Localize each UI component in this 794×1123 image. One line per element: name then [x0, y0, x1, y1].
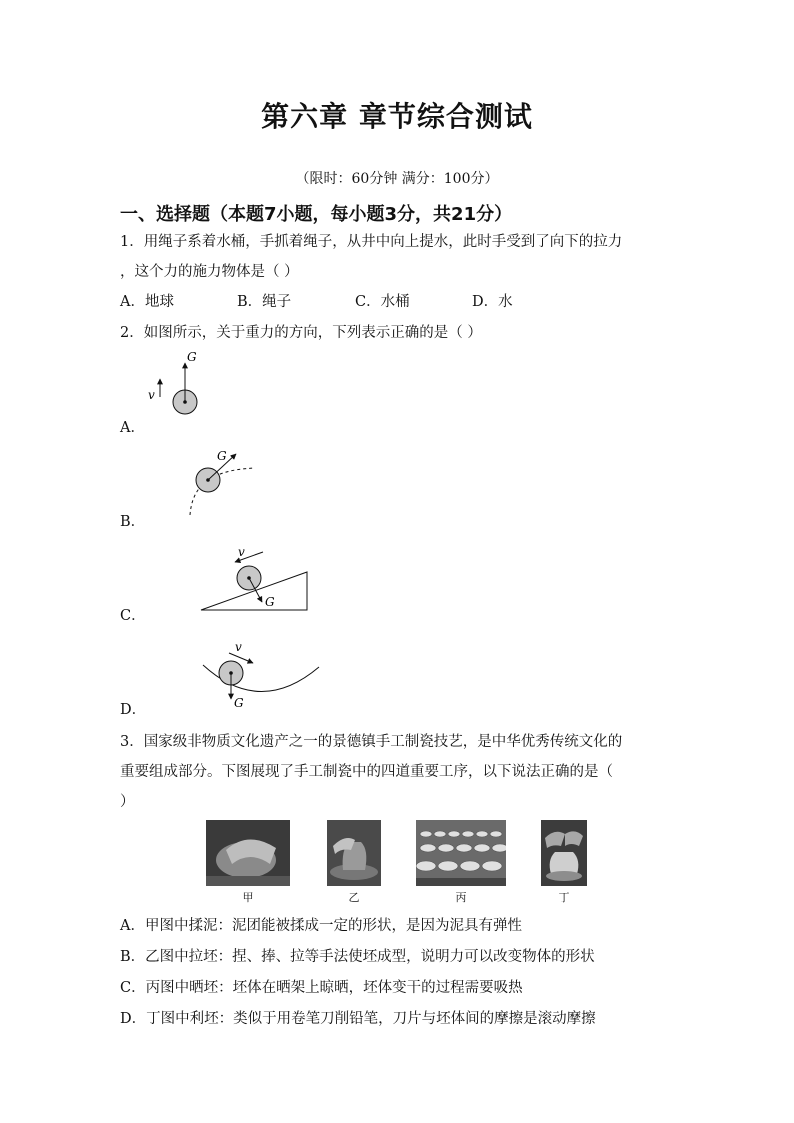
section-heading-choice: 一、选择题（本题7小题，每小题3分，共21分） [120, 204, 513, 225]
q3-option-d[interactable]: D．丁图中利坯：类似于用卷笔刀削铅笔，刀片与坯体间的摩擦是滚动摩擦 [120, 1011, 596, 1027]
photo-drying-racks [416, 820, 506, 886]
q2-figure-b [180, 440, 270, 520]
q2-d-v-label: v [235, 640, 242, 654]
q2-b-g-label: G [217, 449, 227, 463]
q2-c-v-label: v [238, 545, 245, 559]
q2-option-b[interactable]: B． [120, 514, 146, 530]
q1-stem-line1: 1．用绳子系着水桶，手抓着绳子，从井中向上提水，此时手受到了向下的拉力 [120, 234, 623, 250]
photo-trimming-pot [541, 820, 587, 886]
q2-a-v-label: v [148, 388, 155, 402]
q2-d-g-label: G [234, 696, 244, 710]
q3-stem-line3: ） [120, 794, 135, 810]
q1-stem-line2: ，这个力的施力物体是（ ） [120, 264, 299, 280]
q1-option-c[interactable]: C．水桶 [355, 294, 410, 310]
q1-option-a[interactable]: A．地球 [120, 294, 174, 310]
q2-figure-d [195, 637, 325, 715]
q2-option-d[interactable]: D． [120, 702, 147, 718]
photo-kneading-clay [206, 820, 290, 886]
caption-yi: 乙 [348, 891, 360, 904]
q2-option-a[interactable]: A． [120, 420, 145, 436]
q1-option-b[interactable]: B．绳子 [237, 294, 292, 310]
photo-throwing-pot [327, 820, 381, 886]
q1-option-d[interactable]: D．水 [472, 294, 513, 310]
q2-figure-c [195, 540, 315, 615]
q2-option-c[interactable]: C． [120, 608, 146, 624]
caption-ding: 丁 [558, 891, 570, 904]
q2-a-g-label: G [187, 350, 197, 364]
q3-stem-line1: 3．国家级非物质文化遗产之一的景德镇手工制瓷技艺，是中华优秀传统文化的 [120, 734, 623, 750]
page-title: 第六章 章节综合测试 [261, 100, 533, 133]
q2-c-g-label: G [265, 595, 275, 609]
q3-option-a[interactable]: A．甲图中揉泥：泥团能被揉成一定的形状，是因为泥具有弹性 [120, 918, 522, 934]
q3-option-c[interactable]: C．丙图中晒坯：坯体在晒架上晾晒，坯体变干的过程需要吸热 [120, 980, 523, 996]
caption-bing: 丙 [455, 891, 467, 904]
q2-figure-a [140, 345, 220, 420]
q2-stem: 2．如图所示，关于重力的方向，下列表示正确的是（ ） [120, 325, 482, 341]
caption-jia: 甲 [242, 891, 254, 904]
q3-option-b[interactable]: B．乙图中拉坯：捏、捧、拉等手法使坯成型，说明力可以改变物体的形状 [120, 949, 595, 965]
q3-stem-line2: 重要组成部分。下图展现了手工制瓷中的四道重要工序，以下说法正确的是（ [120, 764, 613, 780]
test-limits: （限时：60分钟 满分：100分） [295, 171, 499, 187]
